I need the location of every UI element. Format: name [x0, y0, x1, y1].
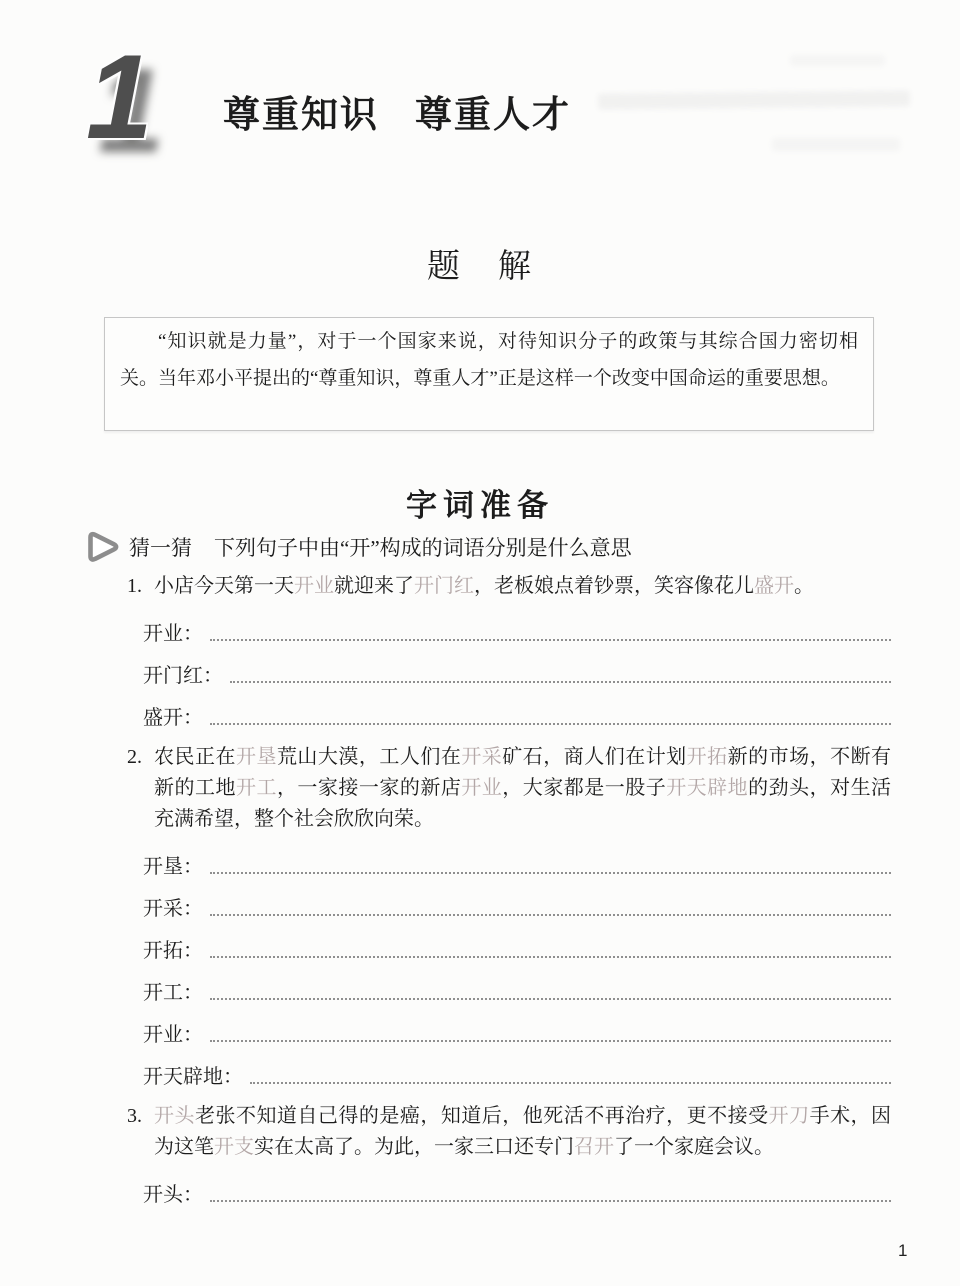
blank-row [143, 963, 891, 1005]
highlighted-word: 开刀 [768, 1105, 810, 1127]
tijie-char-2: 解 [498, 249, 533, 285]
blank-label: 开垦： [143, 856, 203, 878]
answer-line [210, 956, 891, 958]
page-bleedthrough [598, 90, 910, 109]
answer-line [210, 639, 891, 641]
exercise-item-3 [127, 1101, 891, 1207]
answer-line [210, 1200, 891, 1202]
chapter-title [223, 84, 571, 138]
highlighted-word: 开工 [235, 777, 277, 799]
exercise-item-1 [127, 571, 891, 730]
sentence-text: 了一个家庭会议。 [614, 1136, 774, 1158]
blank-label: 开拓： [143, 940, 203, 962]
guess-activity-row [83, 531, 895, 563]
sentence-text: 实在太高了。为此，一家三口还专门 [254, 1136, 574, 1158]
blank-label: 开业： [143, 623, 203, 645]
sentence-text: 小店今天第一天 [154, 575, 294, 597]
page-bleedthrough [790, 55, 885, 66]
exercise-item-2 [127, 742, 891, 1089]
highlighted-word: 开支 [214, 1136, 254, 1158]
blank-row [143, 646, 891, 688]
sentence-text: ，一家接一家的新店 [276, 777, 462, 799]
chapter-number: 1 [86, 30, 153, 164]
exercise-number: 2. [127, 746, 142, 768]
summary-paragraph: “知识就是力量”，对于一个国家来说，对待知识分子的政策与其综合国力密切相关。当年邓小平提出的“尊重知识，尊重人才”正是这样一个改变中国命运的重要思想。 [120, 331, 858, 389]
exercise-sentence [127, 571, 891, 602]
chapter-title-part1: 尊重知识 [223, 94, 379, 135]
blank-row [143, 604, 891, 646]
sentence-text: ，老板娘点着钞票，笑容像花儿 [474, 575, 754, 597]
sentence-text: 农民正在 [154, 746, 236, 768]
sentence-text: 老张不知道自己得的是癌，知道后，他死活不再治疗，更不接受 [194, 1105, 769, 1127]
blank-label: 开头： [143, 1184, 203, 1206]
highlighted-word: 开头 [154, 1105, 195, 1127]
blank-row [143, 1165, 891, 1207]
highlighted-word: 开天辟地 [666, 777, 749, 799]
sentence-text: ，大家都是一股子 [502, 777, 667, 799]
chapter-title-part2: 尊重人才 [415, 94, 571, 135]
blank-label: 开工： [143, 982, 203, 1004]
answer-line [250, 1082, 891, 1084]
play-triangle-icon [83, 531, 120, 563]
blank-row [143, 837, 891, 879]
exercise-sentence-text [154, 571, 891, 602]
blank-row [143, 688, 891, 730]
guess-label: 猜一猜 [129, 536, 192, 560]
blank-row [143, 879, 891, 921]
exercise-number: 3. [127, 1105, 142, 1127]
exercise-sentence [127, 1101, 891, 1163]
guess-prompt: 下列句子中由“开”构成的词语分别是什么意思 [214, 536, 632, 560]
blank-row [143, 921, 891, 963]
highlighted-word: 开采 [461, 746, 503, 768]
answer-line [230, 681, 891, 683]
sentence-text: 手术，因为这笔 [154, 1105, 892, 1158]
section-title-zici: 字词准备 [406, 488, 554, 523]
blank-row [143, 1005, 891, 1047]
highlighted-word: 开门红 [414, 575, 474, 597]
page-number: 1 [898, 1241, 908, 1260]
blank-label: 开门红： [143, 665, 223, 687]
sentence-text: 的劲头，对生活充满希望，整个社会欣欣向荣。 [154, 777, 892, 830]
highlighted-word: 盛开 [754, 575, 794, 597]
blank-label: 开采： [143, 898, 203, 920]
blank-label: 盛开： [143, 707, 203, 729]
page-bleedthrough [772, 138, 900, 151]
answer-line [210, 723, 891, 725]
highlighted-word: 开业 [461, 777, 503, 799]
blank-list [127, 837, 891, 1089]
answer-line [210, 872, 891, 874]
highlighted-word: 召开 [574, 1136, 614, 1158]
summary-box [104, 317, 874, 431]
blank-label: 开业： [143, 1024, 203, 1046]
blank-label: 开天辟地： [143, 1066, 243, 1088]
exercise-sentence-text [154, 742, 891, 835]
answer-line [210, 914, 891, 916]
exercise-sentence-text [154, 1101, 891, 1163]
sentence-text: 。 [794, 575, 814, 597]
answer-line [210, 1040, 891, 1042]
highlighted-word: 开业 [294, 575, 334, 597]
exercise-list [127, 571, 891, 1207]
exercise-number: 1. [127, 575, 142, 597]
exercise-sentence [127, 742, 891, 835]
answer-line [210, 998, 891, 1000]
blank-list [127, 1165, 891, 1207]
blank-row [143, 1047, 891, 1089]
highlighted-word: 开垦 [235, 746, 277, 768]
sentence-text: 新的市场，不断有新的工地 [154, 746, 892, 799]
sentence-text: 荒山大漠，工人们在 [276, 746, 462, 768]
section-title-tijie [0, 240, 960, 287]
blank-list [127, 604, 891, 730]
tijie-char-1: 题 [427, 249, 462, 285]
sentence-text: 矿石，商人们在计划 [502, 746, 687, 768]
highlighted-word: 开拓 [686, 746, 728, 768]
sentence-text: 就迎来了 [334, 575, 414, 597]
